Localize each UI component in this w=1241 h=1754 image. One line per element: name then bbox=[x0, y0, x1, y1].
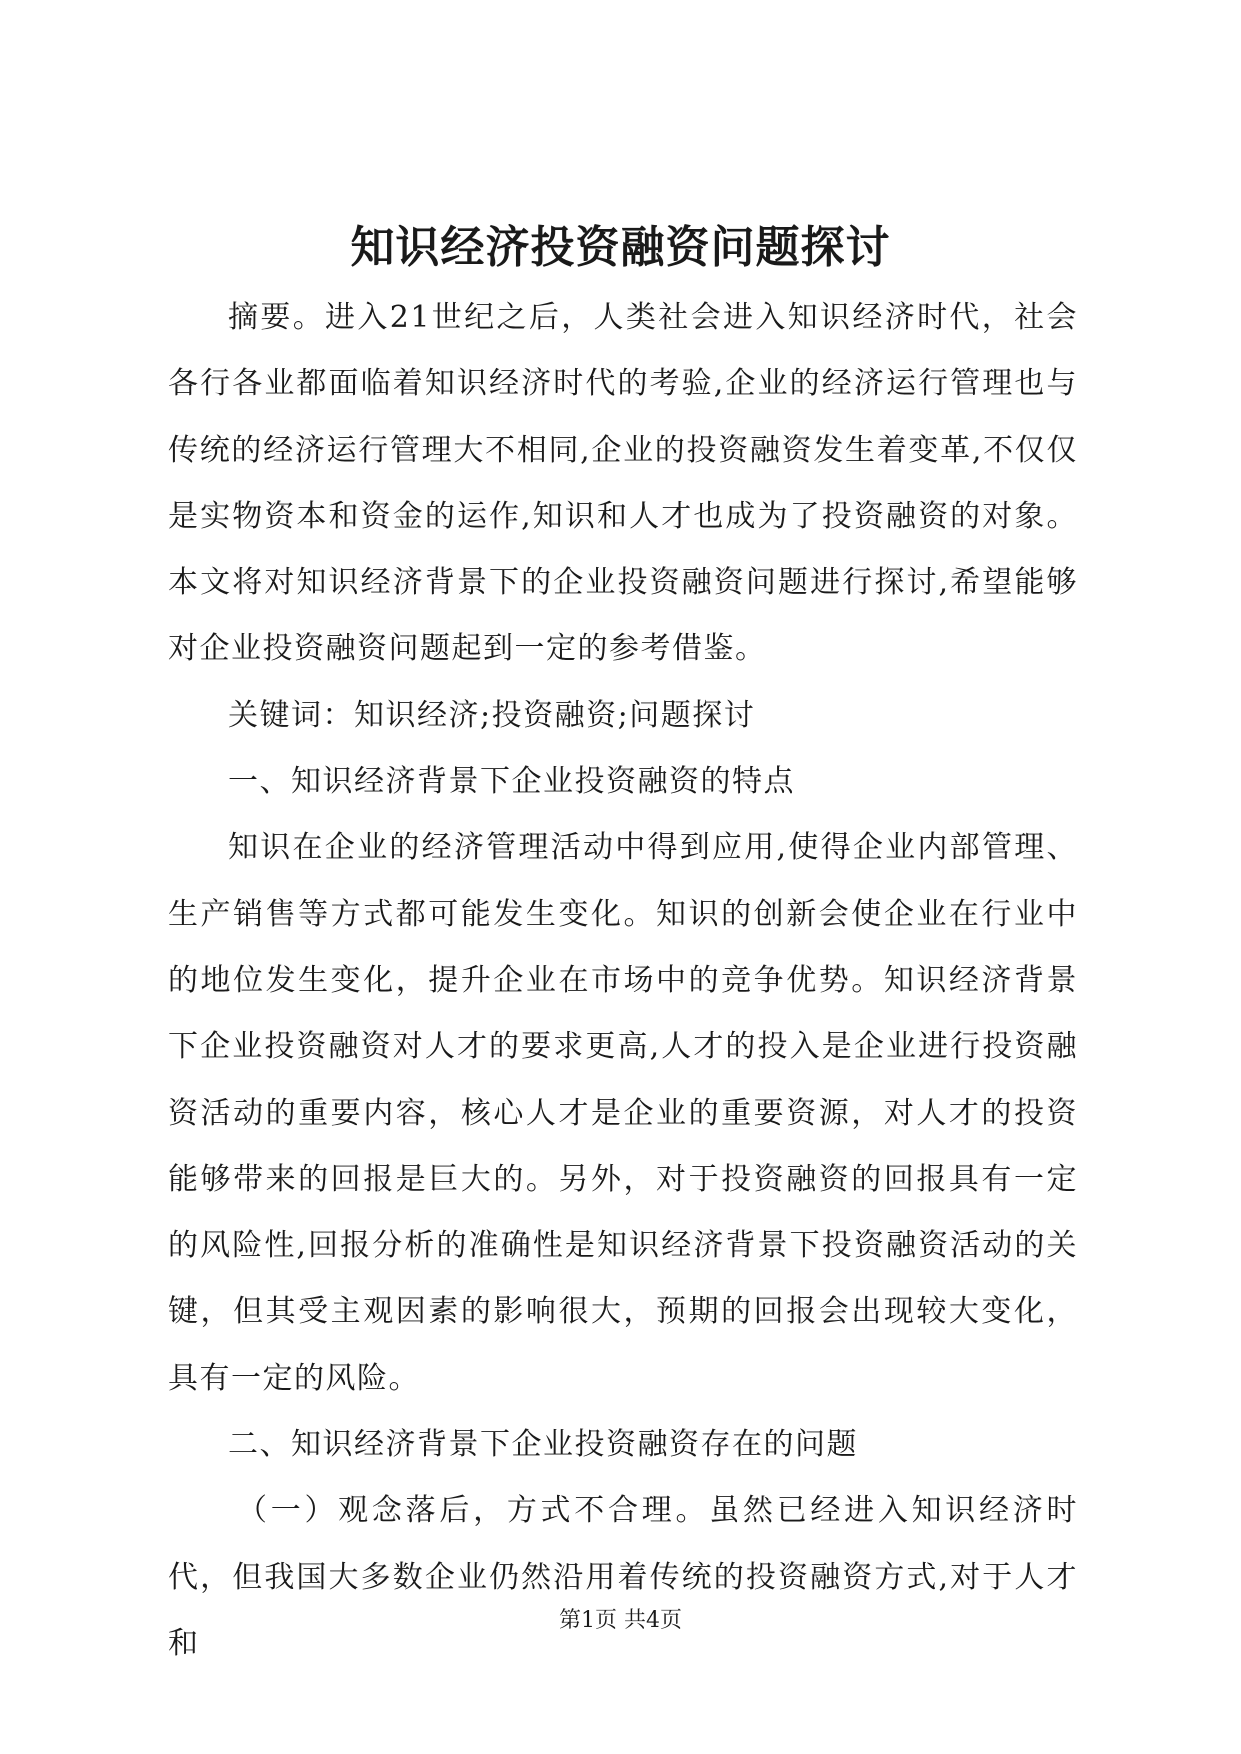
document-title: 知识经济投资融资问题探讨 bbox=[350, 222, 891, 273]
body-paragraph: 知识在企业的经济管理活动中得到应用,使得企业内部管理、生产销售等方式都可能发生变化。知识的创新会使企业在行业中的地位发生变化，提升企业在市场中的竞争优势。知识经济背景下企业投资融资对人才的要求更高,人才的投入是企业进行投资融资活动的重要内容，核心人才是企业的重要资源，对人才的投资能够带来的回报是巨大的。另外，对于投资融资的回报具有一定的风险性,回报分析的准确性是知识经济背景下投资融资活动的关键，但其受主观因素的影响很大，预期的回报会出现较大变化，具有一定的风险。 bbox=[168, 830, 1078, 1396]
section-heading-1: 一、知识经济背景下企业投资融资的特点 bbox=[228, 764, 795, 800]
keywords-paragraph: 关键词：知识经济;投资融资;问题探讨 bbox=[228, 697, 756, 733]
abstract-paragraph: 摘要。进入21世纪之后，人类社会进入知识经济时代，社会各行各业都面临着知识经济时代的考验,企业的经济运行管理也与传统的经济运行管理大不相同,企业的投资融资发生着变革,不仅仅是实物资本和资金的运作,知识和人才也成为了投资融资的对象。本文将对知识经济背景下的企业投资融资问题进行探讨,希望能够对企业投资融资问题起到一定的参考借鉴。 bbox=[168, 300, 1078, 667]
page-number-footer: 第1页 共4页 bbox=[559, 1608, 682, 1633]
document-body bbox=[168, 285, 1078, 1677]
section-heading-2: 二、知识经济背景下企业投资融资存在的问题 bbox=[228, 1427, 858, 1463]
subsection-paragraph: （一）观念落后，方式不合理。虽然已经进入知识经济时代，但我国大多数企业仍然沿用着传统的投资融资方式,对于人才和 bbox=[168, 1493, 1078, 1661]
